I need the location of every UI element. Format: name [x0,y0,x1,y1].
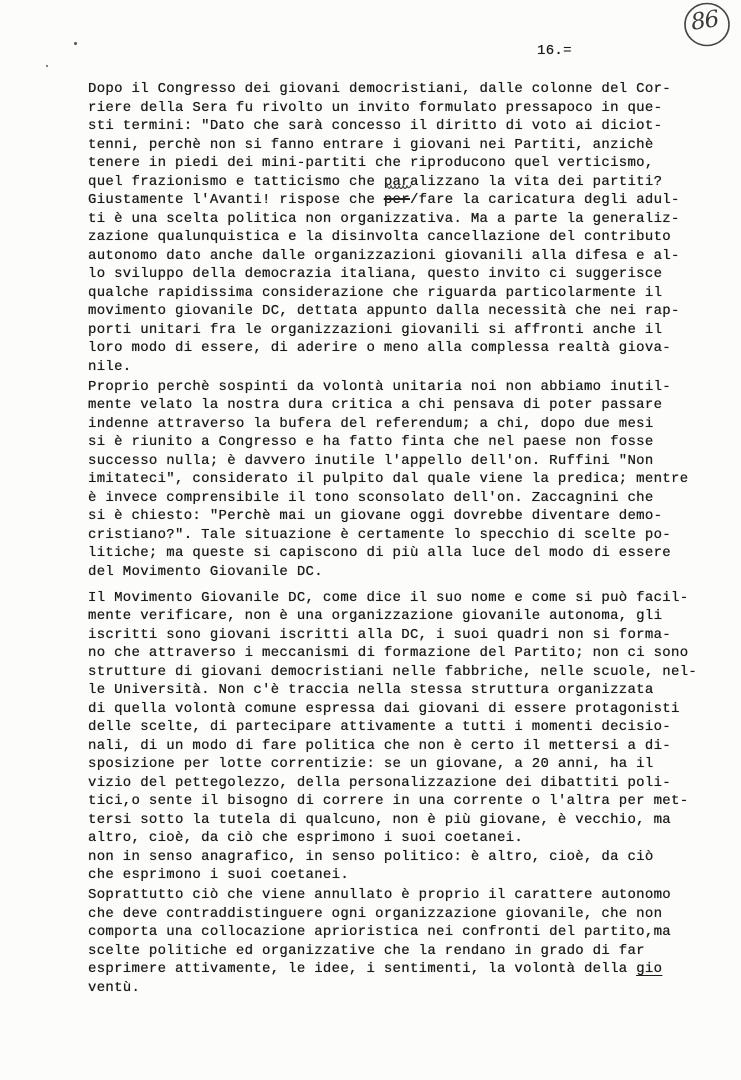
text-line: zazione qualunquistica e la disinvolta cancellazione del contributo [88,229,671,245]
text-line: tici,o sente il bisogno di correre in una corrente o l'altra per met- [88,793,689,809]
paragraph [88,886,697,997]
text-line: movimento giovanile DC, dettata appunto dalla necessità che nei rap- [88,303,680,319]
handwritten-correction-icon [386,183,412,192]
text-line: tersi sotto la tutela di qualcuno, non è più giovane, è vecchio, ma [88,811,671,828]
text-line: loro modo di essere, di aderire o meno alla complessa realtà giova- [88,340,671,356]
paragraph [88,378,697,582]
text-line [88,191,697,210]
text-line: mente verificare, non è una organizzazione giovanile autonoma, gli [88,608,663,624]
underlined-text: gio [636,961,663,977]
text-line: Soprattutto ciò che viene annullato è proprio il carattere autonomo [88,887,671,903]
text-line: scelte politiche ed organizzative che la rendano in grado di far [88,942,645,959]
text-line: delle scelte, di partecipare attivamente a tutti i momenti decisio- [88,719,671,735]
text-line: ventù. [88,979,141,996]
text-line: qualche rapidissima considerazione che riguarda particolarmente il [88,284,663,301]
text-line: del Movimento Giovanile DC. [88,563,323,580]
text-segment: esprimere attivamente, le idee, i sentimenti, la volontà della [88,961,637,977]
text-line: tenni, perchè non si fanno entrare i giovani nei Partiti, anzichè [88,136,654,153]
paragraph [88,80,697,376]
text-line: Dopo il Congresso dei giovani democristiani, dalle colonne del Cor- [88,81,671,97]
text-line: sposizione per lotte correntizie: se un giovane, a 20 anni, ha il [88,756,654,772]
text-segment: Giustamente l'Avanti! rispose che [88,192,384,208]
text-line: litiche; ma queste si capiscono di più alla luce del modo di essere [88,545,671,561]
text-line: di quella volontà comune espressa dai giovani di essere protagonisti [88,700,680,717]
text-line: che deve contraddistinguere ogni organizzazione giovanile, che non [88,905,663,922]
text-line: riere della Sera fu rivolto un invito formulato pressapoco in que- [88,99,663,116]
text-line: comporta una collocazione aprioristica nei confronti del partito,ma [88,924,671,940]
text-line: imitateci", considerato il pulpito dal quale viene la predica; mentre [88,471,689,487]
text-line: vizio del pettegolezzo, della personalizzazione dei dibattiti poli- [88,774,671,791]
text-line: mente velato la nostra dura critica a chi pensava di poter passare [88,397,663,413]
speck [74,42,77,45]
struck-out-text: per [383,192,410,208]
text-line: ti è una scelta politica non organizzativa. Ma a parte la generaliz- [88,210,680,227]
text-line: lo sviluppo della democrazia italiana, questo invito ci suggerisce [88,266,663,282]
text-segment: /fare la caricatura degli adul- [409,192,680,208]
text-line: sti termini: "Dato che sarà concesso il diritto di voto ai diciot- [88,118,663,134]
text-line: altro, cioè, da ciò che esprimono i suoi coetanei. [88,830,524,846]
text-line: successo nulla; è davvero inutile l'appello dell'on. Ruffini "Non [88,452,654,469]
text-line: le Università. Non c'è traccia nella stessa struttura organizzata [88,682,654,698]
text-line: Il Movimento Giovanile DC, come dice il suo nome e come si può facil- [88,589,689,606]
paragraph [88,589,697,885]
handwritten-circled-number [682,1,732,48]
struck-out-word [384,192,410,208]
text-line: che esprimono i suoi coetanei. [88,867,350,883]
text-line: Proprio perchè sospinti da volontà unitaria noi non abbiamo inutil- [88,378,671,395]
text-line: iscritti sono giovani iscritti alla DC, i suoi quadri non si forma- [88,626,671,643]
text-line: no che attraverso i meccanismi di formazione del Partito; non ci sono [88,645,689,661]
text-line: non in senso anagrafico, in senso politico: è altro, cioè, da ciò [88,848,654,865]
text-line: tenere in piedi dei mini-partiti che riproducono quel verticismo, [88,155,654,171]
text-line: porti unitari fra le organizzazioni giovanili si affronti anche il [88,321,663,338]
text-line [88,960,697,979]
document-body [88,80,697,997]
text-line: cristiano?". Tale situazione è certamente lo specchio di scelte po- [88,526,671,543]
page-number: 16.= [537,43,572,59]
text-line: nali, di un modo di fare politica che non è certo il mettersi a di- [88,737,671,754]
stamp-number: 86 [689,6,720,36]
text-line: è invece comprensibile il tono sconsolato dell'on. Zaccagnini che [88,489,654,506]
text-line: quel frazionismo e tatticismo che paralizzano la vita dei partiti? [88,173,663,190]
speck [46,65,48,67]
text-line: strutture di giovani democristiani nelle fabbriche, nelle scuole, nel- [88,663,698,680]
text-line: si è chiesto: "Perchè mai un giovane oggi dovrebbe diventare demo- [88,508,663,524]
text-line: si è riunito a Congresso e ha fatto finta che nel paese non fosse [88,434,654,450]
text-line: indenne attraverso la bufera del referendum; a chi, dopo due mesi [88,415,654,432]
text-line: nile. [88,358,132,375]
text-line: autonomo dato anche dalle organizzazioni giovanili alla difesa e al- [88,247,680,264]
